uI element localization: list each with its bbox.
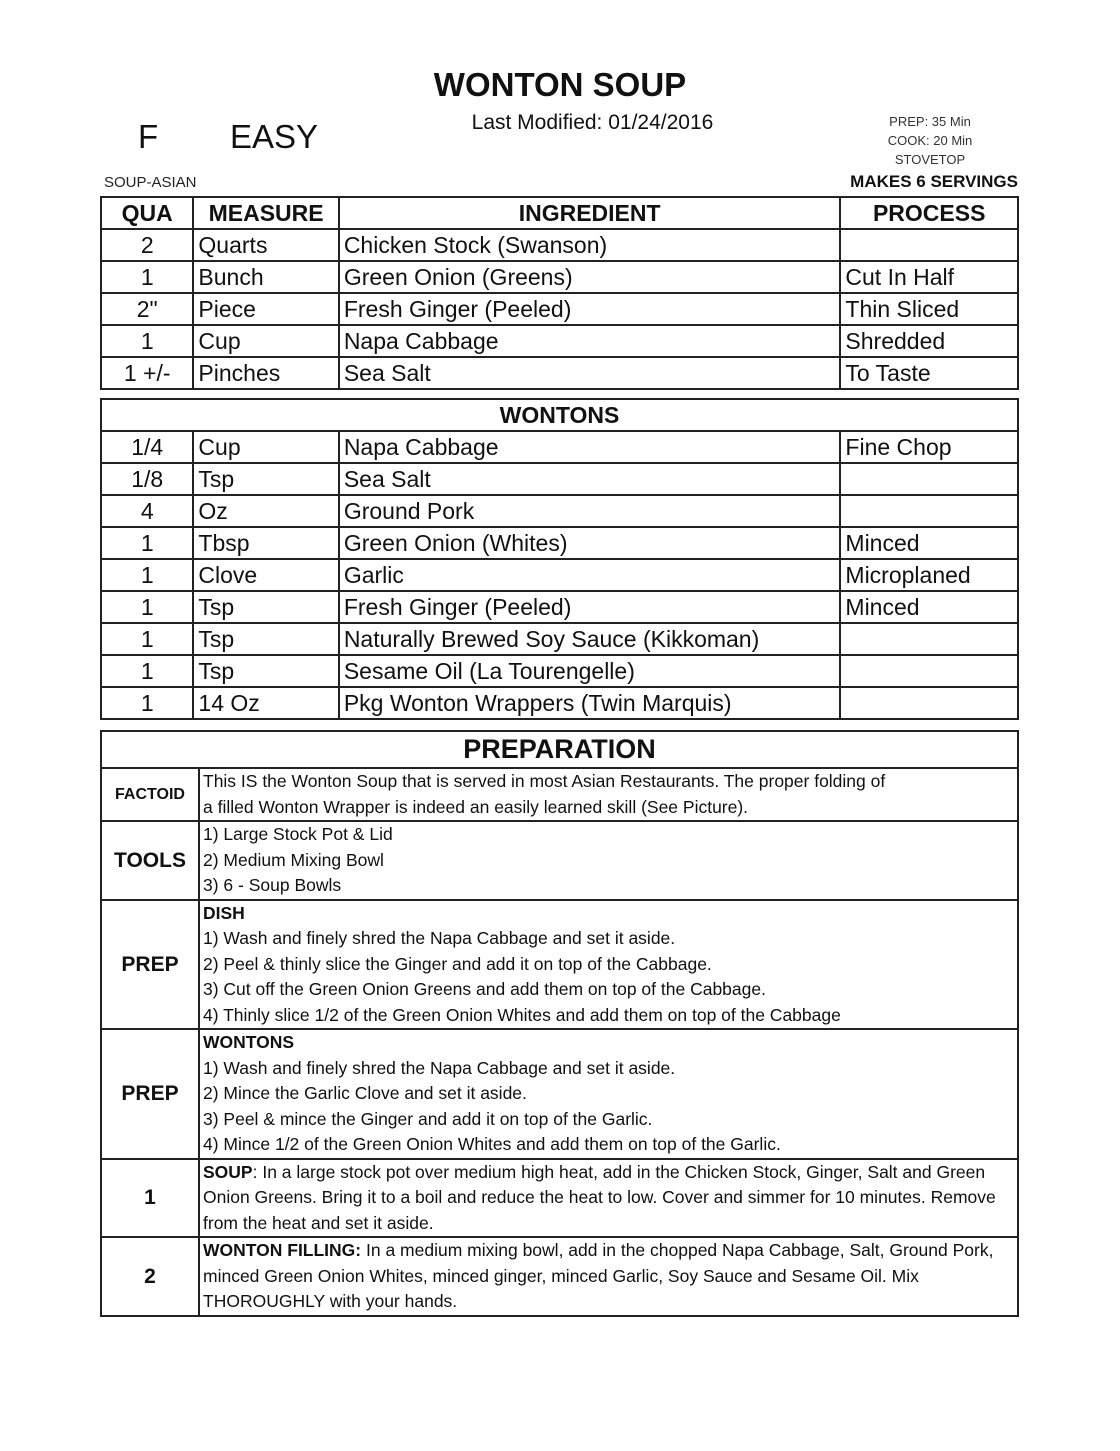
factoid-label: FACTOID <box>101 768 199 821</box>
qty-cell: 1 +/- <box>101 357 193 389</box>
tools-row <box>101 821 1018 900</box>
wontons-heading-row <box>101 399 1018 431</box>
recipe-flag: F <box>138 118 159 155</box>
column-header-ingredient: INGREDIENT <box>339 197 841 229</box>
prep-dish-steps <box>199 900 1018 1030</box>
process-cell: Minced <box>840 527 1018 559</box>
factoid-line: This IS the Wonton Soup that is served in most Asian Restaurants. The proper folding of <box>203 771 886 791</box>
factoid-row <box>101 768 1018 821</box>
factoid-line: a filled Wonton Wrapper is indeed an easily learned skill (See Picture). <box>203 796 749 817</box>
step-body: In a medium mixing bowl, add in the chopped Napa Cabbage, Salt, Ground Pork, minced Green Onion Whites, minced ginger, minced Garlic, Soy Sauce and Sesame Oil. Mix THOROUGHLY with your hands. <box>203 1240 994 1311</box>
ingredient-row <box>101 293 1018 325</box>
ingredient-row <box>101 229 1018 261</box>
column-header-qua: QUA <box>101 197 193 229</box>
prep-step: 2) Peel & thinly slice the Ginger and add it on top of the Cabbage. <box>203 953 712 974</box>
column-header-process: PROCESS <box>840 197 1018 229</box>
qty-cell: 1 <box>101 527 193 559</box>
ingredient-cell: Pkg Wonton Wrappers (Twin Marquis) <box>339 687 841 719</box>
prep-dish-label: PREP <box>101 900 199 1030</box>
process-cell <box>840 495 1018 527</box>
prep-dish-row <box>101 900 1018 1030</box>
qty-cell: 1/4 <box>101 431 193 463</box>
prep-step: 4) Mince 1/2 of the Green Onion Whites and add them on top of the Garlic. <box>203 1134 781 1154</box>
ingredient-row <box>101 431 1018 463</box>
step-body: : In a large stock pot over medium high heat, add in the Chicken Stock, Ginger, Salt and Green Onion Greens. Bring it to a boil and reduce the heat to low. Cover and simmer for 10 minutes. Remove from the heat and set it aside. <box>203 1161 996 1233</box>
qty-cell: 2 <box>101 229 193 261</box>
prep-step: 3) Cut off the Green Onion Greens and add them on top of the Cabbage. <box>203 979 766 999</box>
process-cell <box>840 687 1018 719</box>
ingredient-row <box>101 655 1018 687</box>
measure-cell: Pinches <box>193 357 338 389</box>
prep-step: 3) Peel & mince the Ginger and add it on top of the Garlic. <box>203 1108 653 1129</box>
ingredient-cell: Chicken Stock (Swanson) <box>339 229 841 261</box>
ingredient-cell: Fresh Ginger (Peeled) <box>339 293 841 325</box>
ingredient-row <box>101 591 1018 623</box>
ingredient-cell: Napa Cabbage <box>339 325 841 357</box>
tool-item: 3) 6 - Soup Bowls <box>203 875 342 895</box>
ingredient-cell: Sesame Oil (La Tourengelle) <box>339 655 841 687</box>
tool-item: 2) Medium Mixing Bowl <box>203 849 384 870</box>
step-text <box>199 1237 1018 1316</box>
qty-cell: 1/8 <box>101 463 193 495</box>
servings-label: MAKES 6 SERVINGS <box>850 172 1018 191</box>
prep-time: PREP: 35 Min <box>889 114 971 129</box>
measure-cell: Cup <box>193 431 338 463</box>
ingredient-cell: Green Onion (Whites) <box>339 527 841 559</box>
qty-cell: 1 <box>101 261 193 293</box>
ingredient-row <box>101 261 1018 293</box>
measure-cell: Tsp <box>193 591 338 623</box>
process-cell: Shredded <box>840 325 1018 357</box>
qty-cell: 1 <box>101 325 193 357</box>
measure-cell: Cup <box>193 325 338 357</box>
ingredient-row <box>101 325 1018 357</box>
tools-list <box>199 821 1018 900</box>
time-info <box>860 112 1000 169</box>
measure-cell: Tsp <box>193 655 338 687</box>
ingredient-row <box>101 463 1018 495</box>
ingredient-row <box>101 357 1018 389</box>
ingredient-row <box>101 527 1018 559</box>
qty-cell: 1 <box>101 591 193 623</box>
difficulty-label: EASY <box>230 118 319 155</box>
prep-wontons-row <box>101 1029 1018 1159</box>
ingredient-row <box>101 623 1018 655</box>
tool-item: 1) Large Stock Pot & Lid <box>203 824 393 844</box>
process-cell: Microplaned <box>840 559 1018 591</box>
prep-step: 1) Wash and finely shred the Napa Cabbage and set it aside. <box>203 928 676 948</box>
process-cell: Thin Sliced <box>840 293 1018 325</box>
ingredients-header-row <box>101 197 1018 229</box>
prep-wontons-subheading: WONTONS <box>203 1032 295 1052</box>
qty-cell: 1 <box>101 655 193 687</box>
qty-cell: 2" <box>101 293 193 325</box>
ingredient-row <box>101 687 1018 719</box>
ingredient-cell: Fresh Ginger (Peeled) <box>339 591 841 623</box>
process-cell <box>840 463 1018 495</box>
ingredient-cell: Ground Pork <box>339 495 841 527</box>
factoid-text <box>199 768 1018 821</box>
measure-cell: Tbsp <box>193 527 338 559</box>
last-modified: Last Modified: 01/24/2016 <box>471 111 714 134</box>
preparation-heading: PREPARATION <box>101 731 1018 768</box>
step-text <box>199 1159 1018 1238</box>
step-number: 2 <box>101 1237 199 1316</box>
process-cell <box>840 623 1018 655</box>
prep-step: 2) Mince the Garlic Clove and set it aside. <box>203 1083 527 1103</box>
ingredient-cell: Garlic <box>339 559 841 591</box>
process-cell: Minced <box>840 591 1018 623</box>
process-cell <box>840 229 1018 261</box>
cook-method: STOVETOP <box>894 152 966 167</box>
qty-cell: 1 <box>101 559 193 591</box>
cook-time: COOK: 20 Min <box>887 133 973 148</box>
qty-cell: 4 <box>101 495 193 527</box>
process-cell: Cut In Half <box>840 261 1018 293</box>
measure-cell: 14 Oz <box>193 687 338 719</box>
prep-wontons-steps <box>199 1029 1018 1159</box>
measure-cell: Tsp <box>193 623 338 655</box>
tools-label: TOOLS <box>101 821 199 900</box>
measure-cell: Piece <box>193 293 338 325</box>
ingredient-row <box>101 559 1018 591</box>
step-row-1 <box>101 1159 1018 1238</box>
step-lead: SOUP <box>203 1161 253 1182</box>
recipe-category: SOUP-ASIAN <box>104 174 197 191</box>
step-row-2 <box>101 1237 1018 1316</box>
ingredient-cell: Naturally Brewed Soy Sauce (Kikkoman) <box>339 623 841 655</box>
measure-cell: Bunch <box>193 261 338 293</box>
step-lead: WONTON FILLING: <box>203 1240 362 1260</box>
measure-cell: Oz <box>193 495 338 527</box>
prep-dish-subheading: DISH <box>203 902 245 923</box>
preparation-heading-row <box>101 731 1018 768</box>
preparation-table <box>100 730 1019 1317</box>
qty-cell: 1 <box>101 623 193 655</box>
process-cell: To Taste <box>840 357 1018 389</box>
qty-cell: 1 <box>101 687 193 719</box>
ingredient-row <box>101 495 1018 527</box>
column-header-measure: MEASURE <box>193 197 338 229</box>
prep-wontons-label: PREP <box>101 1029 199 1159</box>
prep-step: 4) Thinly slice 1/2 of the Green Onion Whites and add them on top of the Cabbage <box>203 1004 841 1025</box>
measure-cell: Clove <box>193 559 338 591</box>
ingredients-table <box>100 196 1019 390</box>
recipe-title: WONTON SOUP <box>433 66 687 103</box>
process-cell: Fine Chop <box>840 431 1018 463</box>
process-cell <box>840 655 1018 687</box>
ingredient-cell: Napa Cabbage <box>339 431 841 463</box>
ingredient-cell: Sea Salt <box>339 357 841 389</box>
ingredient-cell: Green Onion (Greens) <box>339 261 841 293</box>
measure-cell: Tsp <box>193 463 338 495</box>
ingredient-cell: Sea Salt <box>339 463 841 495</box>
measure-cell: Quarts <box>193 229 338 261</box>
wontons-table <box>100 398 1019 720</box>
step-number: 1 <box>101 1159 199 1238</box>
wontons-heading: WONTONS <box>101 399 1018 431</box>
prep-step: 1) Wash and finely shred the Napa Cabbage and set it aside. <box>203 1057 676 1078</box>
